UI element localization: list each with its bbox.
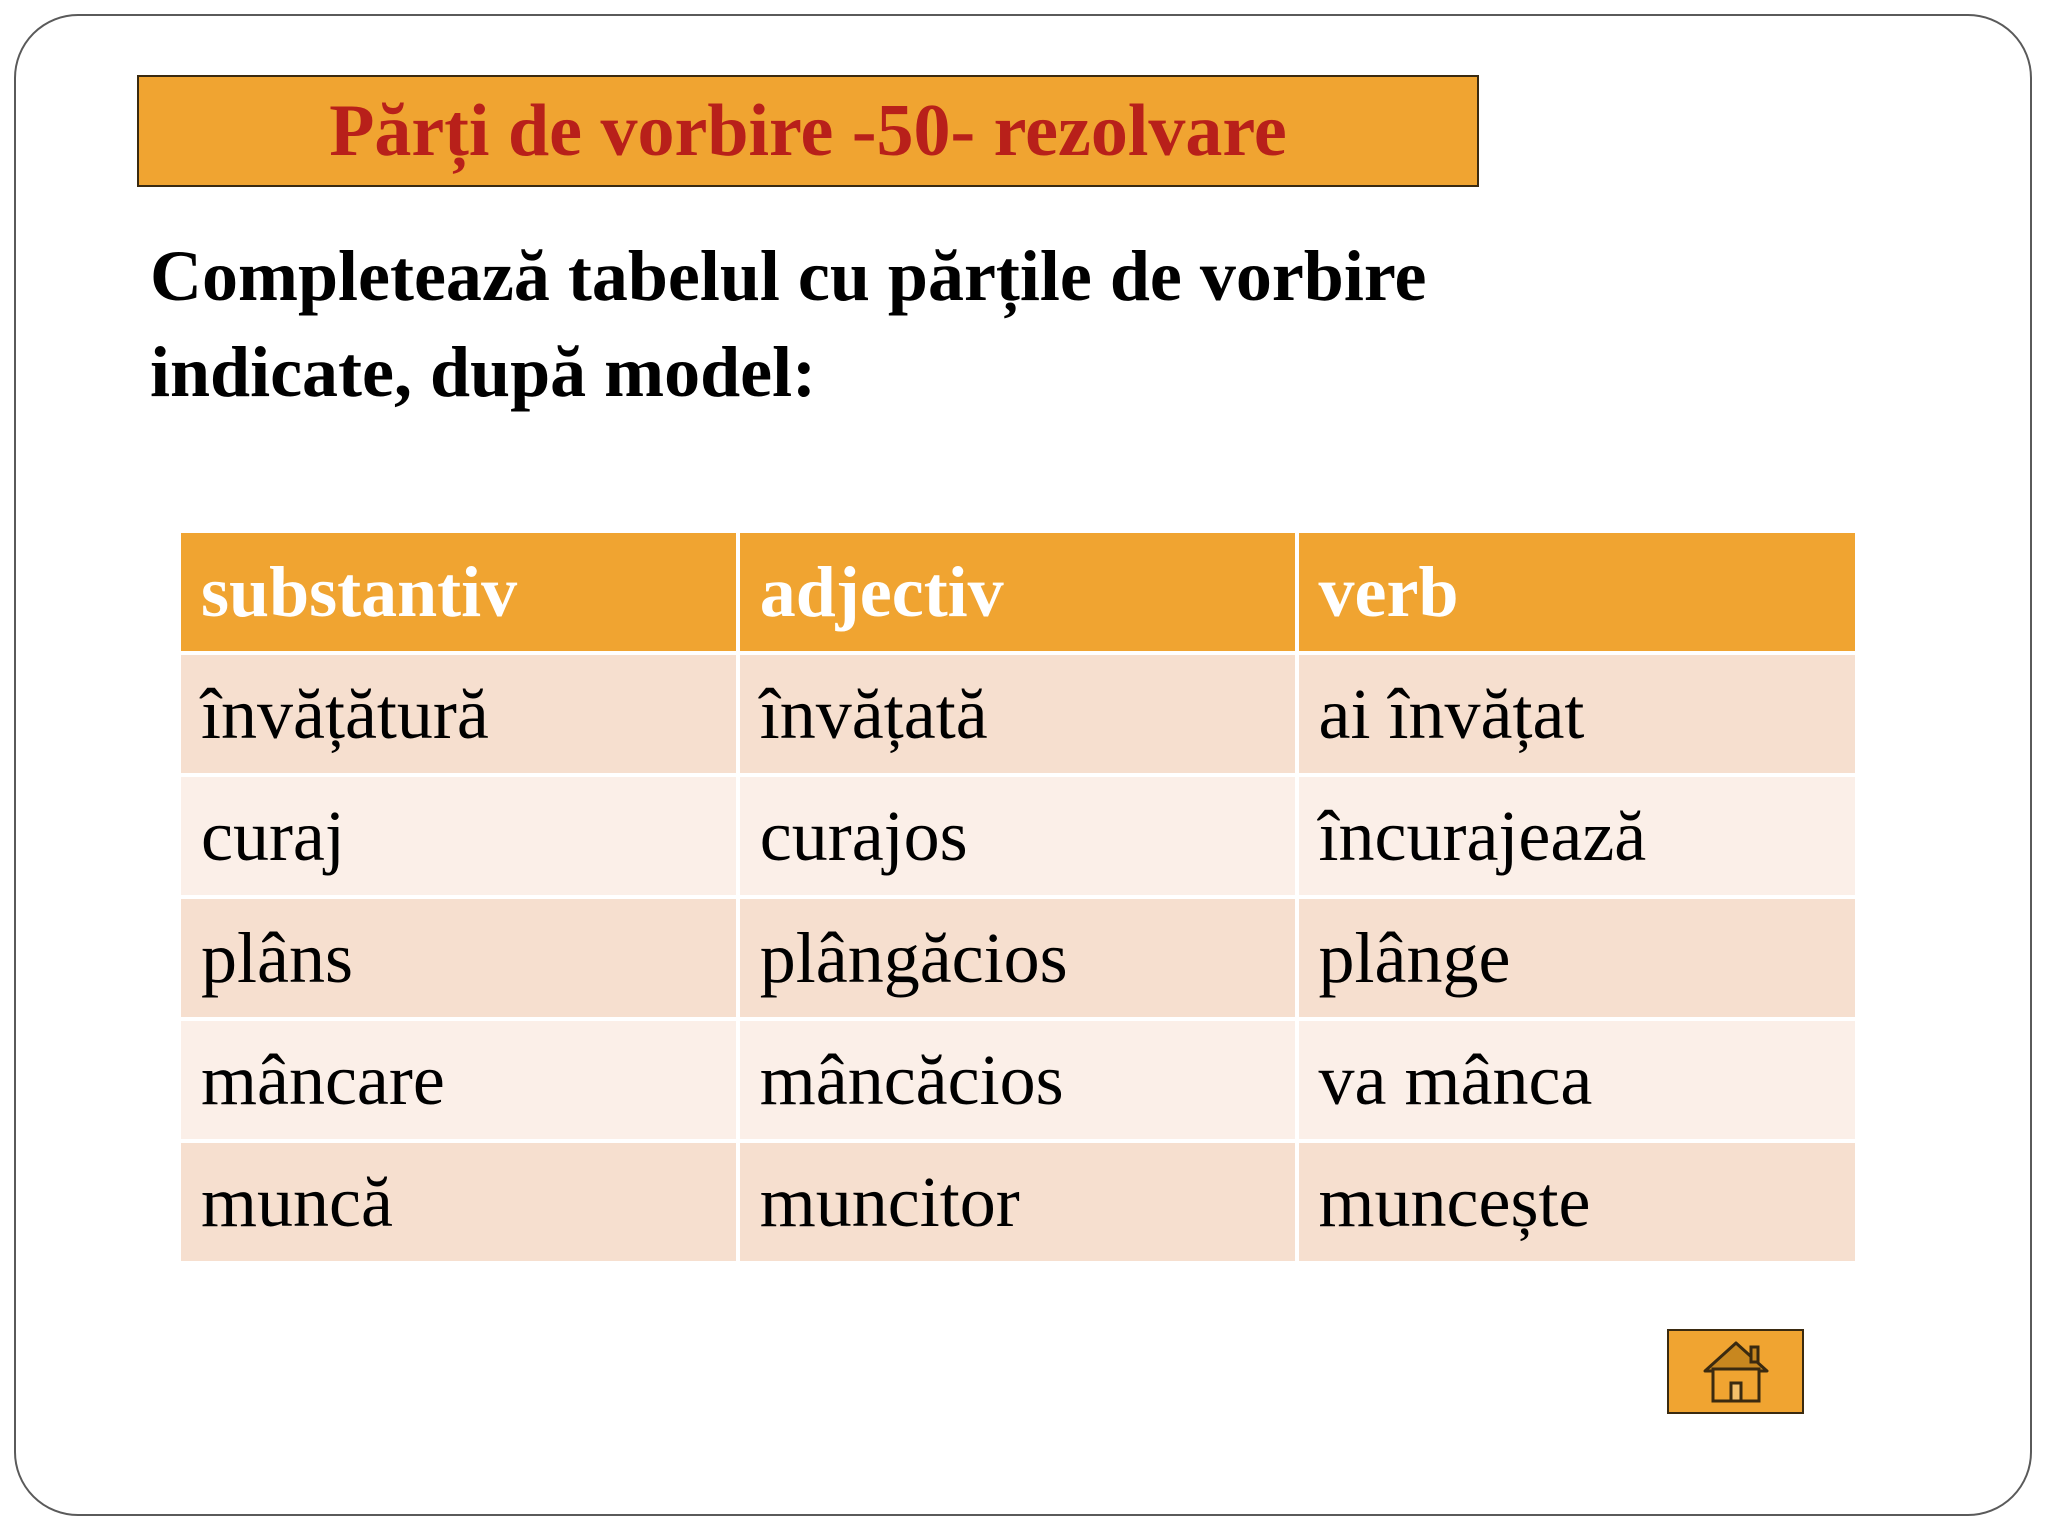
table-row xyxy=(179,653,1857,775)
slide-title: Părți de vorbire -50- rezolvare xyxy=(329,90,1287,172)
table-row xyxy=(179,897,1857,1019)
table-cell: mâncăcios xyxy=(738,1019,1297,1141)
header-verb: verb xyxy=(1297,531,1857,653)
instruction-text xyxy=(150,228,1850,420)
table-cell: curajos xyxy=(738,775,1297,897)
instruction-line-2: indicate, după model: xyxy=(150,332,817,412)
table-header-row xyxy=(179,531,1857,653)
title-box xyxy=(137,75,1479,187)
table-row xyxy=(179,1141,1857,1263)
table-cell: învățătură xyxy=(179,653,738,775)
table-cell: mâncare xyxy=(179,1019,738,1141)
table-cell: încurajează xyxy=(1297,775,1857,897)
table-cell: plângăcios xyxy=(738,897,1297,1019)
table-cell: învățată xyxy=(738,653,1297,775)
table-cell: muncă xyxy=(179,1141,738,1263)
table-cell: curaj xyxy=(179,775,738,897)
table-cell: va mânca xyxy=(1297,1019,1857,1141)
home-button[interactable] xyxy=(1667,1329,1804,1414)
table-cell: plâns xyxy=(179,897,738,1019)
home-icon xyxy=(1701,1339,1771,1405)
table-cell: ai învățat xyxy=(1297,653,1857,775)
header-substantiv: substantiv xyxy=(179,531,738,653)
header-adjectiv: adjectiv xyxy=(738,531,1297,653)
table-row xyxy=(179,775,1857,897)
table-cell: muncitor xyxy=(738,1141,1297,1263)
parts-of-speech-table xyxy=(177,529,1859,1265)
table-row xyxy=(179,1019,1857,1141)
instruction-line-1: Completează tabelul cu părțile de vorbire xyxy=(150,236,1427,316)
table-cell: muncește xyxy=(1297,1141,1857,1263)
table-cell: plânge xyxy=(1297,897,1857,1019)
